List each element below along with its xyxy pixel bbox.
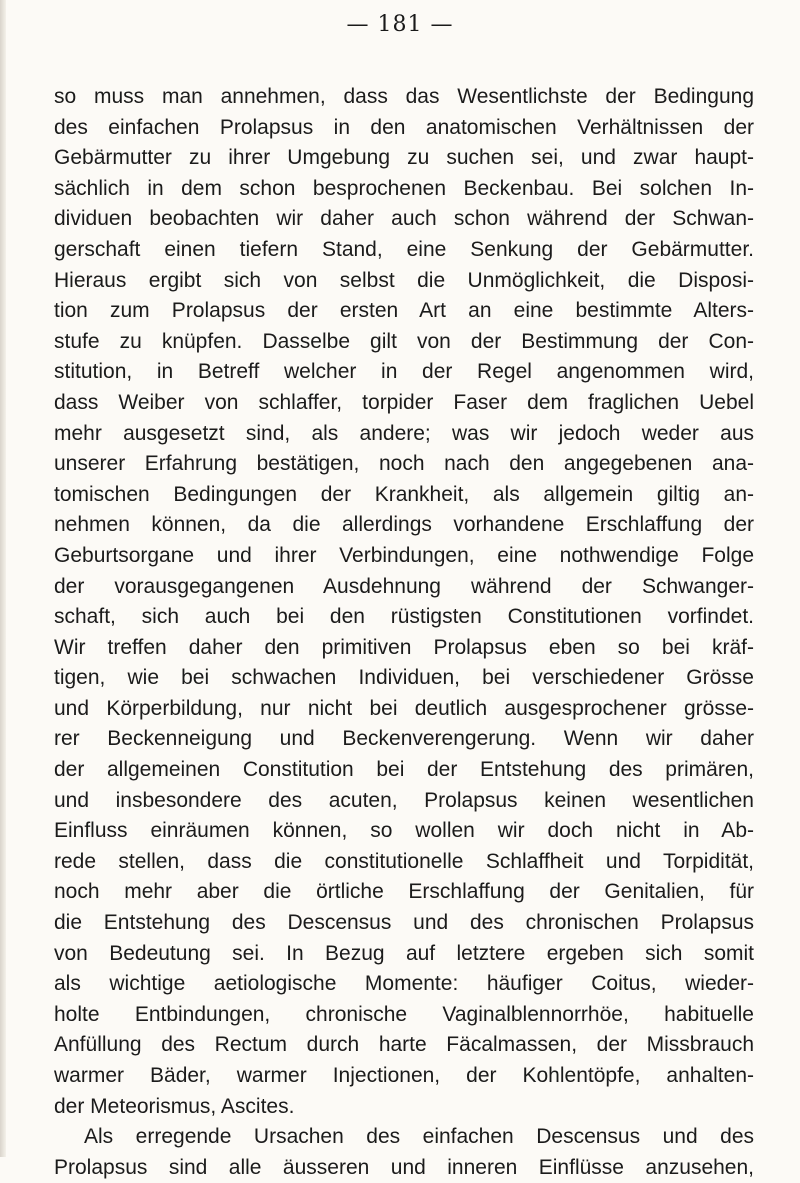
text-line: so muss man annehmen, dass das Wesentlichste der Bedingung xyxy=(54,85,754,108)
text-line: dass Weiber von schlaffer, torpider Faser dem fraglichen Uebel xyxy=(54,390,754,414)
text-line: warmer Bäder, warmer Injectionen, der Kohlentöpfe, anhalten- xyxy=(54,1064,754,1087)
text-line: Hieraus ergibt sich von selbst die Unmöglichkeit, die Disposi- xyxy=(54,268,754,292)
text-line: sächlich in dem schon besprochenen Beckenbau. Bei solchen In- xyxy=(54,176,754,200)
text-line: nehmen können, da die allerdings vorhandene Erschlaffung der xyxy=(54,513,754,537)
text-line: stitution, in Betreff welcher in der Regel angenommen wird, xyxy=(54,360,754,384)
text-line: Geburtsorgane und ihrer Verbindungen, eine nothwendige Folge xyxy=(54,543,754,567)
text-line: noch mehr aber die örtliche Erschlaffung der Genitalien, für xyxy=(54,880,754,904)
text-line: Anfüllung des Rectum durch harte Fäcalmassen, der Missbrauch xyxy=(54,1033,754,1057)
paragraph-1 xyxy=(54,82,754,1122)
text-line: und insbesondere des acuten, Prolapsus keinen wesentlichen xyxy=(54,788,754,812)
text-line: schaft, sich auch bei den rüstigsten Constitutionen vorfindet. xyxy=(54,605,754,629)
paragraph-2 xyxy=(54,1122,754,1183)
text-line: Gebärmutter zu ihrer Umgebung zu suchen sei, und zwar haupt- xyxy=(54,146,754,170)
text-line: der allgemeinen Constitution bei der Entstehung des primären, xyxy=(54,758,754,782)
text-line: Einfluss einräumen können, so wollen wir doch nicht in Ab- xyxy=(54,819,754,843)
text-line: die Entstehung des Descensus und des chronischen Prolapsus xyxy=(54,911,754,935)
page-spine-shadow xyxy=(0,0,6,1157)
text-line: tigen, wie bei schwachen Individuen, bei verschiedener Grösse xyxy=(54,666,754,690)
text-line: der vorausgegangenen Ausdehnung während der Schwanger- xyxy=(54,574,754,598)
text-line: Prolapsus sind alle äusseren und inneren Einflüsse anzusehen, xyxy=(54,1155,754,1179)
text-line: tion zum Prolapsus der ersten Art an eine bestimmte Alters- xyxy=(54,299,754,323)
text-line: Wir treffen daher den primitiven Prolapsus eben so bei kräf- xyxy=(54,635,754,659)
text-line: mehr ausgesetzt sind, als andere; was wir jedoch weder aus xyxy=(54,421,754,445)
text-line: stufe zu knüpfen. Dasselbe gilt von der Bestimmung der Con- xyxy=(54,329,754,353)
text-line: der Meteorismus, Ascites. xyxy=(54,1094,295,1118)
text-line: holte Entbindungen, chronische Vaginalblennorrhöe, habituelle xyxy=(54,1002,754,1026)
text-line: als wichtige aetiologische Momente: häufiger Coitus, wieder- xyxy=(54,972,754,996)
text-line: rede stellen, dass die constitutionelle Schlaffheit und Torpidität, xyxy=(54,849,754,873)
text-line: des einfachen Prolapsus in den anatomischen Verhältnissen der xyxy=(54,115,754,139)
text-line: und Körperbildung, nur nicht bei deutlich ausgesprochener grösse- xyxy=(54,696,754,720)
text-line: dividuen beobachten wir daher auch schon während der Schwan- xyxy=(54,207,754,231)
text-line: rer Beckenneigung und Beckenverengerung. Wenn wir daher xyxy=(54,727,754,751)
text-line: tomischen Bedingungen der Krankheit, als allgemein giltig an- xyxy=(54,482,754,506)
body-text xyxy=(54,82,754,1183)
text-line: von Bedeutung sei. In Bezug auf letztere ergeben sich somit xyxy=(54,941,754,965)
text-line: Als erregende Ursachen des einfachen Descensus und des xyxy=(84,1125,754,1149)
page-number: — 181 — xyxy=(346,12,454,37)
text-line: unserer Erfahrung bestätigen, noch nach den angegebenen ana- xyxy=(54,452,754,476)
text-line: gerschaft einen tiefern Stand, eine Senkung der Gebärmutter. xyxy=(54,237,754,261)
